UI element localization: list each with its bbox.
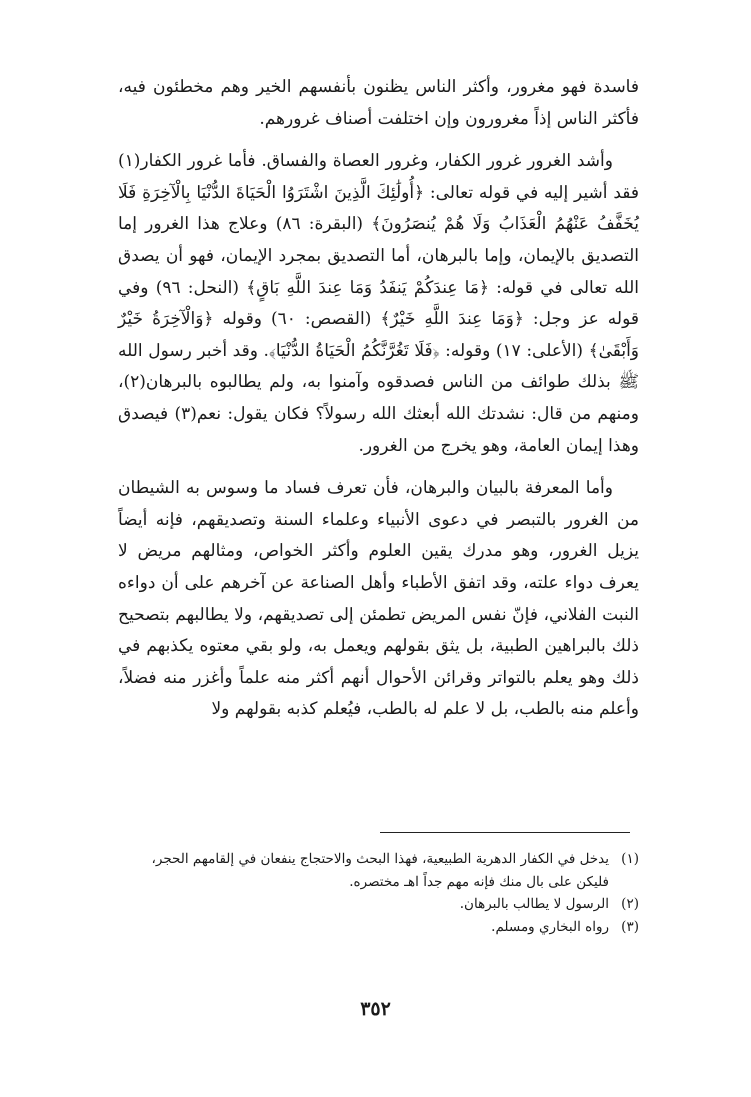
paragraph-2 <box>118 146 639 462</box>
footnote-separator <box>380 832 630 833</box>
paragraph-1 <box>118 72 639 135</box>
paragraph-3-text: وأما المعرفة بالبيان والبرهان، فأن تعرف فساد ما وسوس به الشيطان من الغرور بالتبصر في دعوى الأنبياء وعلماء السنة وتصديقهم، فإنه أيضاً يزيل الغرور، وهو مدرك يقين العلوم وأكثر الخواص، ومثالهم مريض لا يعرف دواء علته، وقد اتفق الأطباء وأهل الصناعة عن آخرهم على أن دواءه النبت الفلاني، فإنّ نفس المريض تطمئن إلى تصديقهم، ولا يطالبهم بتصحيح ذلك بالبراهين الطبية، بل يثق بقولهم ويعمل به، ولو بقي معتوه يكذبهم في ذلك وهو يعلم بالتواتر وقرائن الأحوال أنهم أكثر منه علماً وأغزر منه فضلاً، وأعلم منه بالطب، بل لا علم له بالطب، فيُعلم كذبه بقولهم ولا <box>118 478 639 720</box>
footnote-1-text: يدخل في الكفار الدهرية الطبيعية، فهذا البحث والاحتجاج ينفعان في إلقامهم الحجر، فليكن على بال منك فإنه مهم جداً اهـ مختصره. <box>151 851 609 890</box>
main-text-block <box>118 72 639 726</box>
footnote-2-text: الرسول لا يطالب بالبرهان. <box>459 896 609 912</box>
footnote-3 <box>118 916 639 939</box>
page-number: ٣٥٢ <box>360 998 391 1020</box>
paragraph-1-text: فاسدة فهو مغرور، وأكثر الناس يظنون بأنفسهم الخير وهم مخطئون فيه، فأكثر الناس إذاً مغرورون وإن اختلفت أصناف غرورهم. <box>118 77 639 129</box>
footnote-3-text: رواه البخاري ومسلم. <box>491 918 609 935</box>
footnote-2-number: (٢) <box>621 896 639 912</box>
footnote-2 <box>118 893 639 916</box>
footnote-1 <box>118 848 639 893</box>
paragraph-2-text: وأشد الغرور غرور الكفار، وغرور العصاة والفساق. فأما غرور الكفار(١) فقد أشير إليه في قوله تعالى: ﴿أُولَٰئِكَ الَّذِينَ اشْتَرَوُا الْحَيَاةَ الدُّنْيَا بِالْآخِرَةِ فَلَا يُخَفَّفُ عَنْهُمُ الْعَذَابُ وَلَا هُمْ يُنصَرُونَ﴾ (البقرة: ٨٦) وعلاج هذا الغرور إما التصديق بالإيمان، وإما بالبرهان، أما التصديق بمجرد الإيمان، فهو أن يصدق الله تعالى في قوله: ﴿مَا عِندَكُمْ يَنفَدُ وَمَا عِندَ اللَّهِ بَاقٍ﴾ (النحل: ٩٦) وفي قوله عز وجل: ﴿وَمَا عِندَ اللَّهِ خَيْرٌ﴾ (القصص: ٦٠) وقوله ﴿وَالْآخِرَةُ خَيْرٌ وَأَبْقَىٰ﴾ (الأعلى: ١٧) وقوله: ﴿فَلَا تَغُرَّنَّكُمُ الْحَيَاةُ الدُّنْيَا﴾. وقد أخبر رسول الله ﷺ بذلك طوائف من الناس فصدقوه وآمنوا به، ولم يطالبوه بالبرهان(٢)، ومنهم من قال: نشدتك الله أبعثك الله رسولاً؟ فكان يقول: نعم(٣) فيصدق وهذا إيمان العامة، وهو يخرج من الغرور. <box>118 151 640 456</box>
footnote-1-number: (١) <box>621 851 639 867</box>
paragraph-3 <box>118 473 639 726</box>
footnotes-block <box>118 848 639 938</box>
footnote-3-number: (٣) <box>621 918 639 935</box>
